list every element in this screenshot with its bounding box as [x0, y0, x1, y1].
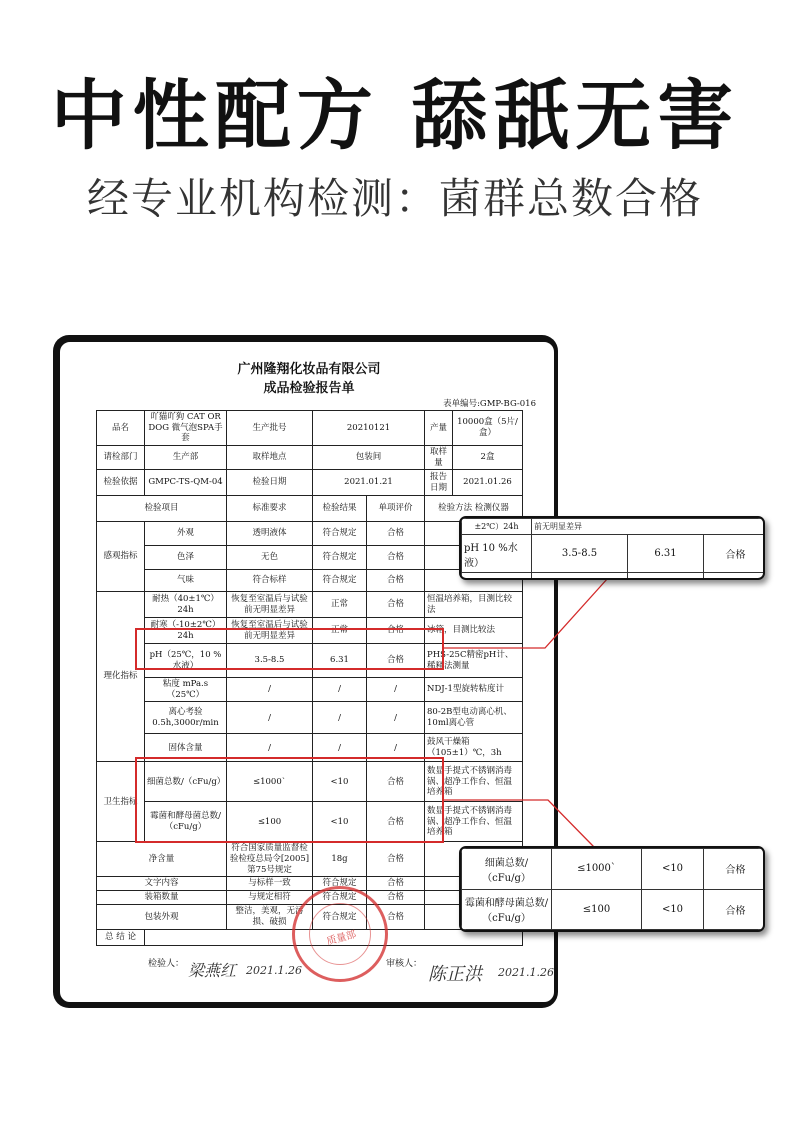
inspector-signature: 梁燕红 — [188, 961, 237, 980]
company-name: 广州隆翔化妆品有限公司 — [237, 362, 381, 377]
ph-zoom-callout — [459, 516, 765, 580]
red-seal-stamp — [292, 886, 388, 982]
reviewer-label: 审核人： — [386, 959, 423, 969]
table-row: 检验依据 GMPC-TS-QM-04 检验日期 2021.01.21 报告日期 2021.01.26 — [97, 470, 523, 496]
inspector-label: 检验人： — [148, 959, 185, 969]
form-number: 表单编号:GMP-BG-016 — [443, 399, 536, 409]
table-row: 总 结 论 — [97, 929, 523, 945]
headline: 中性配方 舔舐无害 — [50, 71, 740, 160]
table-row: 净含量 符合国家质量监督检验检疫总局令[2005]第75号规定 18g 合格 — [97, 842, 523, 877]
table-row: 固体含量 / / / 鼓风干燥箱（105±1）℃，3h — [97, 734, 523, 762]
table-row: 霉菌和酵母菌总数/（cFu/g） ≤100 <10 合格 — [462, 889, 766, 930]
inspector-date: 2021.1.26 — [246, 964, 302, 977]
microbe-zoom-callout — [459, 846, 765, 932]
table-row: 离心考验 0.5h,3000r/min / / / 80-2B型电动离心机、10ml离心管 — [97, 702, 523, 734]
stamp-text: 质量部 — [325, 929, 358, 948]
table-row: 包装外观 整洁，美观，无污损、破损 符合规定 合格 — [97, 905, 523, 929]
table-row: 耐寒（-10±2℃）24h 恢复至室温后与试验前无明显差异 正常 合格 冰箱，目测比较法 — [97, 618, 523, 644]
table-row: 感观指标 外观 透明液体 符合规定 合格 — [97, 522, 523, 546]
table-row: 文字内容 与标样一致 符合规定 合格 — [97, 877, 523, 891]
table-row: 粘度 mPa.s（25℃） / / / NDJ-1型旋转粘度计 — [97, 678, 523, 702]
table-row: 气味 符合标样 符合规定 合格 — [97, 570, 523, 592]
table-row: ±2℃）24h 前无明显差异 — [462, 519, 766, 535]
table-row: pH（25℃，10 %水液） 3.5-8.5 6.31 合格 PHS-25C精密pH计、稀释法测量 — [97, 644, 523, 678]
table-row: 卫生指标 细菌总数/（cFu/g） ≤1000` <10 合格 数显手提式不锈钢消毒锅、超净工作台、恒温培养箱 — [97, 762, 523, 802]
table-row: 理化指标 耐热（40±1℃）24h 恢复至室温后与试验前无明显差异 正常 合格 恒温培养箱，目测比较法 — [97, 592, 523, 618]
table-row: 请检部门 生产部 取样地点 包装间 取样量 2盒 — [97, 445, 523, 469]
table-row: 色泽 无色 符合规定 合格 — [97, 546, 523, 570]
table-row: pH 10 %水液） 3.5-8.5 6.31 合格 — [462, 535, 766, 573]
reviewer-signature: 陈正洪 — [428, 964, 482, 985]
table-row: 细菌总数/（cFu/g） ≤1000` <10 合格 — [462, 849, 766, 890]
reviewer-date: 2021.1.26 — [498, 966, 554, 979]
ph-highlight-box — [135, 628, 444, 670]
table-row: 品名 吖猫吖狗 CAT OR DOG 微气泡SPA手套 生产批号 20210121 产量 10000盒（5片/盒） — [97, 411, 523, 446]
table-header-row: 检验项目 标准要求 检验结果 单项评价 检验方法 检测仪器 — [97, 496, 523, 522]
subline: 经专业机构检测：菌群总数合格 — [86, 174, 703, 223]
report-title: 成品检验报告单 — [263, 381, 355, 396]
table-row: 霉菌和酵母菌总数/（cFu/g） ≤100 <10 合格 数显手提式不锈钢消毒锅、超净工作台、恒温培养箱 — [97, 802, 523, 842]
table-row: 装箱数量 与规定相符 符合规定 合格 — [97, 891, 523, 905]
microbe-highlight-box — [135, 757, 444, 843]
